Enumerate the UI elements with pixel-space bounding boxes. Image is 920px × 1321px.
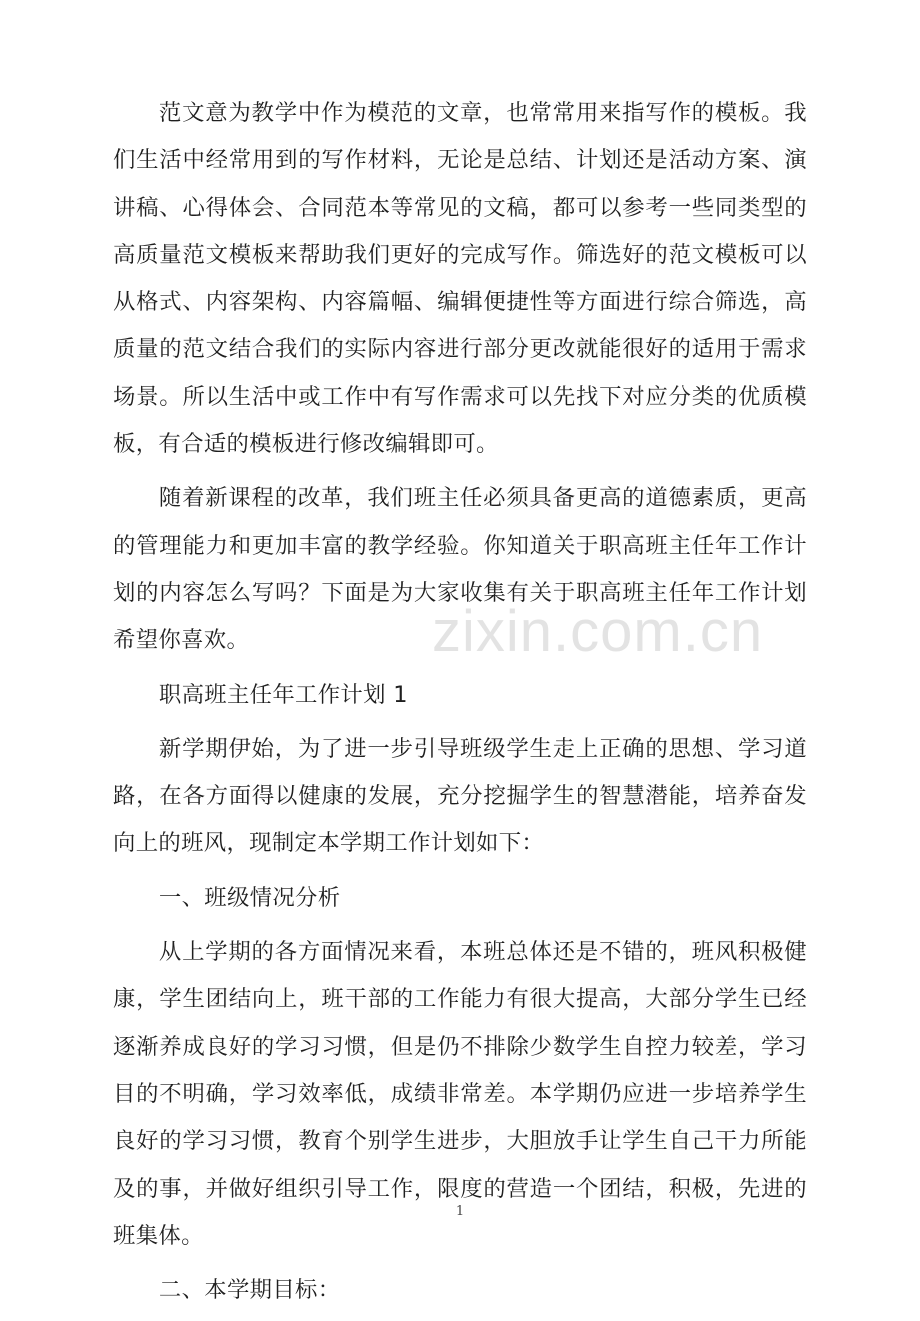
analysis-paragraph: 从上学期的各方面情况来看，本班总体还是不错的，班风积极健康，学生团结向上，班干部的工作能力有很大提高，大部分学生已经逐渐养成良好的学习习惯，但是仍不排除少数学生自控力较差，学习目的不明确，学习效率低，成绩非常差。本学期仍应进一步培养学生良好的学习习惯，教育个别学生进步，大胆放手让学生自己干力所能及的事，并做好组织引导工作，限度的营造一个团结，积极，先进的班集体。	[113, 939, 807, 1249]
watermark: zixin.com.cn	[432, 599, 764, 664]
intro-paragraph: 范文意为教学中作为模范的文章，也常常用来指写作的模板。我们生活中经常用到的写作材料，无论是总结、计划还是活动方案、演讲稿、心得体会、合同范本等常见的文稿，都可以参考一些同类型的高质量范文模板来帮助我们更好的完成写作。筛选好的范文模板可以从格式、内容架构、内容篇幅、编辑便捷性等方面进行综合筛选，高质量的范文结合我们的实际内容进行部分更改就能很好的适用于需求场景。所以生活中或工作中有写作需求可以先找下对应分类的优质模板，有合适的模板进行修改编辑即可。	[113, 100, 807, 458]
document-body	[113, 90, 807, 1321]
opening-paragraph: 新学期伊始，为了进一步引导班级学生走上正确的思想、学习道路，在各方面得以健康的发展，充分挖掘学生的智慧潜能，培养奋发向上的班风，现制定本学期工作计划如下：	[113, 735, 807, 857]
section-heading-1: 一、班级情况分析	[158, 884, 341, 911]
section-title: 职高班主任年工作计划 1	[158, 681, 408, 708]
page-number: 1	[455, 1204, 465, 1219]
preface-paragraph: 随着新课程的改革，我们班主任必须具备更高的道德素质，更高的管理能力和更加丰富的教学经验。你知道关于职高班主任年工作计划的内容怎么写吗？下面是为大家收集有关于职高班主任年工作计划 希望你喜欢。	[113, 485, 807, 654]
section-heading-2: 二、本学期目标：	[158, 1277, 341, 1304]
